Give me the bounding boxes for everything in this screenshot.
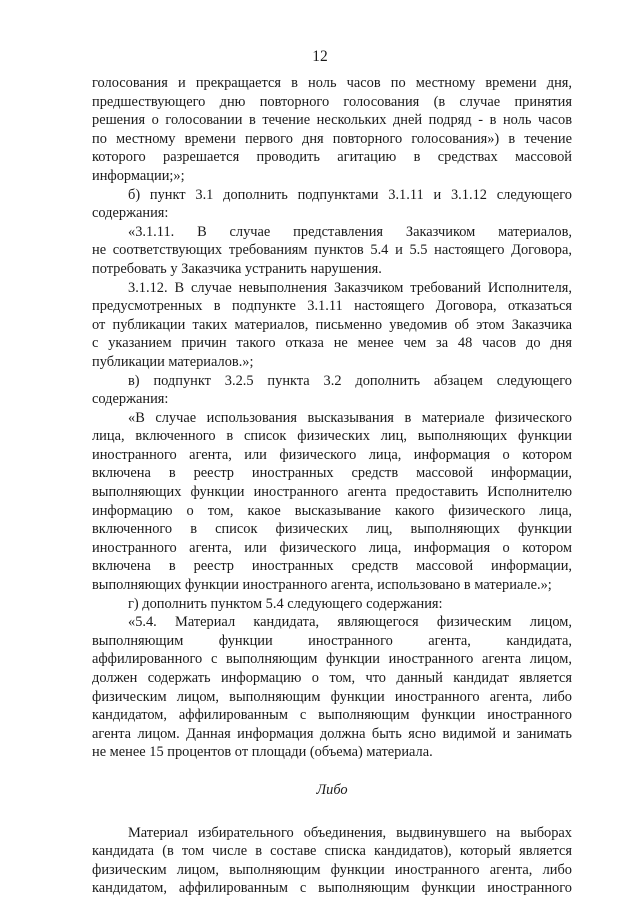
text-line: включенного в список физических лиц, выполняющих функции xyxy=(92,521,572,538)
paragraph-quote-usage xyxy=(92,409,572,595)
paragraph-voting-end xyxy=(92,74,572,186)
text-line: 3.1.12. В случае невыполнения Заказчиком требований Исполнителя, xyxy=(128,279,572,296)
text-line: не менее 15 процентов от площади (объема) материала. xyxy=(92,744,433,761)
text-line: выполняющих функции иностранного агента предоставить Исполнителю xyxy=(92,484,572,501)
text-line: информацию о том, какое высказывание какого физического лица, xyxy=(92,502,572,519)
paragraph-3-1-12 xyxy=(92,279,572,372)
text-line: выполняющим функции иностранного агента, кандидата, xyxy=(92,632,572,649)
text-line: иностранного агента, или физического лица, информация о котором xyxy=(92,539,572,556)
text-line: лица, включенного в список физических лиц, выполняющих функции xyxy=(92,428,572,445)
spacer xyxy=(92,800,572,824)
document-body xyxy=(92,74,572,898)
text-line: г) дополнить пунктом 5.4 следующего содержания: xyxy=(128,595,443,612)
text-line: предшествующего дню повторного голосования (в случае принятия xyxy=(92,93,572,110)
paragraph-5-4 xyxy=(92,613,572,762)
text-line: должен содержать информацию о том, что данный кандидат является xyxy=(92,670,572,686)
text-line: с указанием причин такого отказа не менее чем за 48 часов до дня xyxy=(92,335,572,352)
text-line: которого разрешается проводить агитацию в средствах массовой xyxy=(92,149,572,166)
paragraph-item-g xyxy=(92,595,572,614)
text-line: аффилированного с выполняющим функции иностранного агента лицом, xyxy=(92,651,572,668)
text-line: содержания: xyxy=(92,391,169,408)
text-line: агента лицом. Данная информация должна быть ясно видимой и занимать xyxy=(92,725,572,742)
paragraph-party-material xyxy=(92,824,572,898)
paragraph-item-v xyxy=(92,372,572,409)
text-line: физическим лицом, выполняющим функции иностранного агента, либо xyxy=(92,688,572,705)
text-line: включена в реестр иностранных средств массовой информации, xyxy=(92,465,572,482)
text-line: в) подпункт 3.2.5 пункта 3.2 дополнить абзацем следующего xyxy=(128,372,572,389)
text-line: выполняющих функции иностранного агента, использовано в материале.»; xyxy=(92,577,552,594)
text-line: не соответствующих требованиям пунктов 5.4 и 5.5 настоящего Договора, xyxy=(92,242,572,259)
text-line: кандидата (в том числе в составе списка кандидатов), который является xyxy=(92,843,572,860)
text-line: «3.1.11. В случае представления Заказчиком материалов, xyxy=(128,223,572,240)
text-line: «В случае использования высказывания в материале физического xyxy=(128,409,572,426)
text-line: «5.4. Материал кандидата, являющегося физическим лицом, xyxy=(128,614,572,631)
text-line: кандидатом, аффилированным с выполняющим функции иностранного xyxy=(92,880,572,897)
text-line: решения о голосовании в течение нескольких дней подряд - в ноль часов xyxy=(92,112,572,129)
text-line: кандидатом, аффилированным с выполняющим функции иностранного xyxy=(92,707,572,724)
text-line: по местному времени первого дня повторного голосования») в течение xyxy=(92,130,572,147)
page-number: 12 xyxy=(312,48,328,65)
text-line: Материал избирательного объединения, выдвинувшего на выборах xyxy=(128,824,572,841)
paragraph-3-1-11 xyxy=(92,223,572,279)
text-line: иностранного агента, или физического лица, информация о котором xyxy=(92,446,572,463)
section-heading-libo: Либо xyxy=(316,781,348,798)
text-line: информации;»; xyxy=(92,167,185,184)
text-line: публикации материалов.»; xyxy=(92,353,254,370)
paragraph-item-b xyxy=(92,186,572,223)
text-line: голосования и прекращается в ноль часов по местному времени дня, xyxy=(92,75,572,91)
text-line: б) пункт 3.1 дополнить подпунктами 3.1.11 и 3.1.12 следующего xyxy=(128,186,572,203)
text-line: от публикации таких материалов, письменно уведомив об этом Заказчика xyxy=(92,316,572,333)
spacer xyxy=(92,762,572,781)
text-line: потребовать у Заказчика устранить нарушения. xyxy=(92,260,382,277)
text-line: включена в реестр иностранных средств массовой информации, xyxy=(92,558,572,575)
text-line: физическим лицом, выполняющим функции иностранного агента, либо xyxy=(92,861,572,878)
text-line: содержания: xyxy=(92,205,169,222)
text-line: предусмотренных в подпункте 3.1.11 настоящего Договора, отказаться xyxy=(92,298,572,315)
